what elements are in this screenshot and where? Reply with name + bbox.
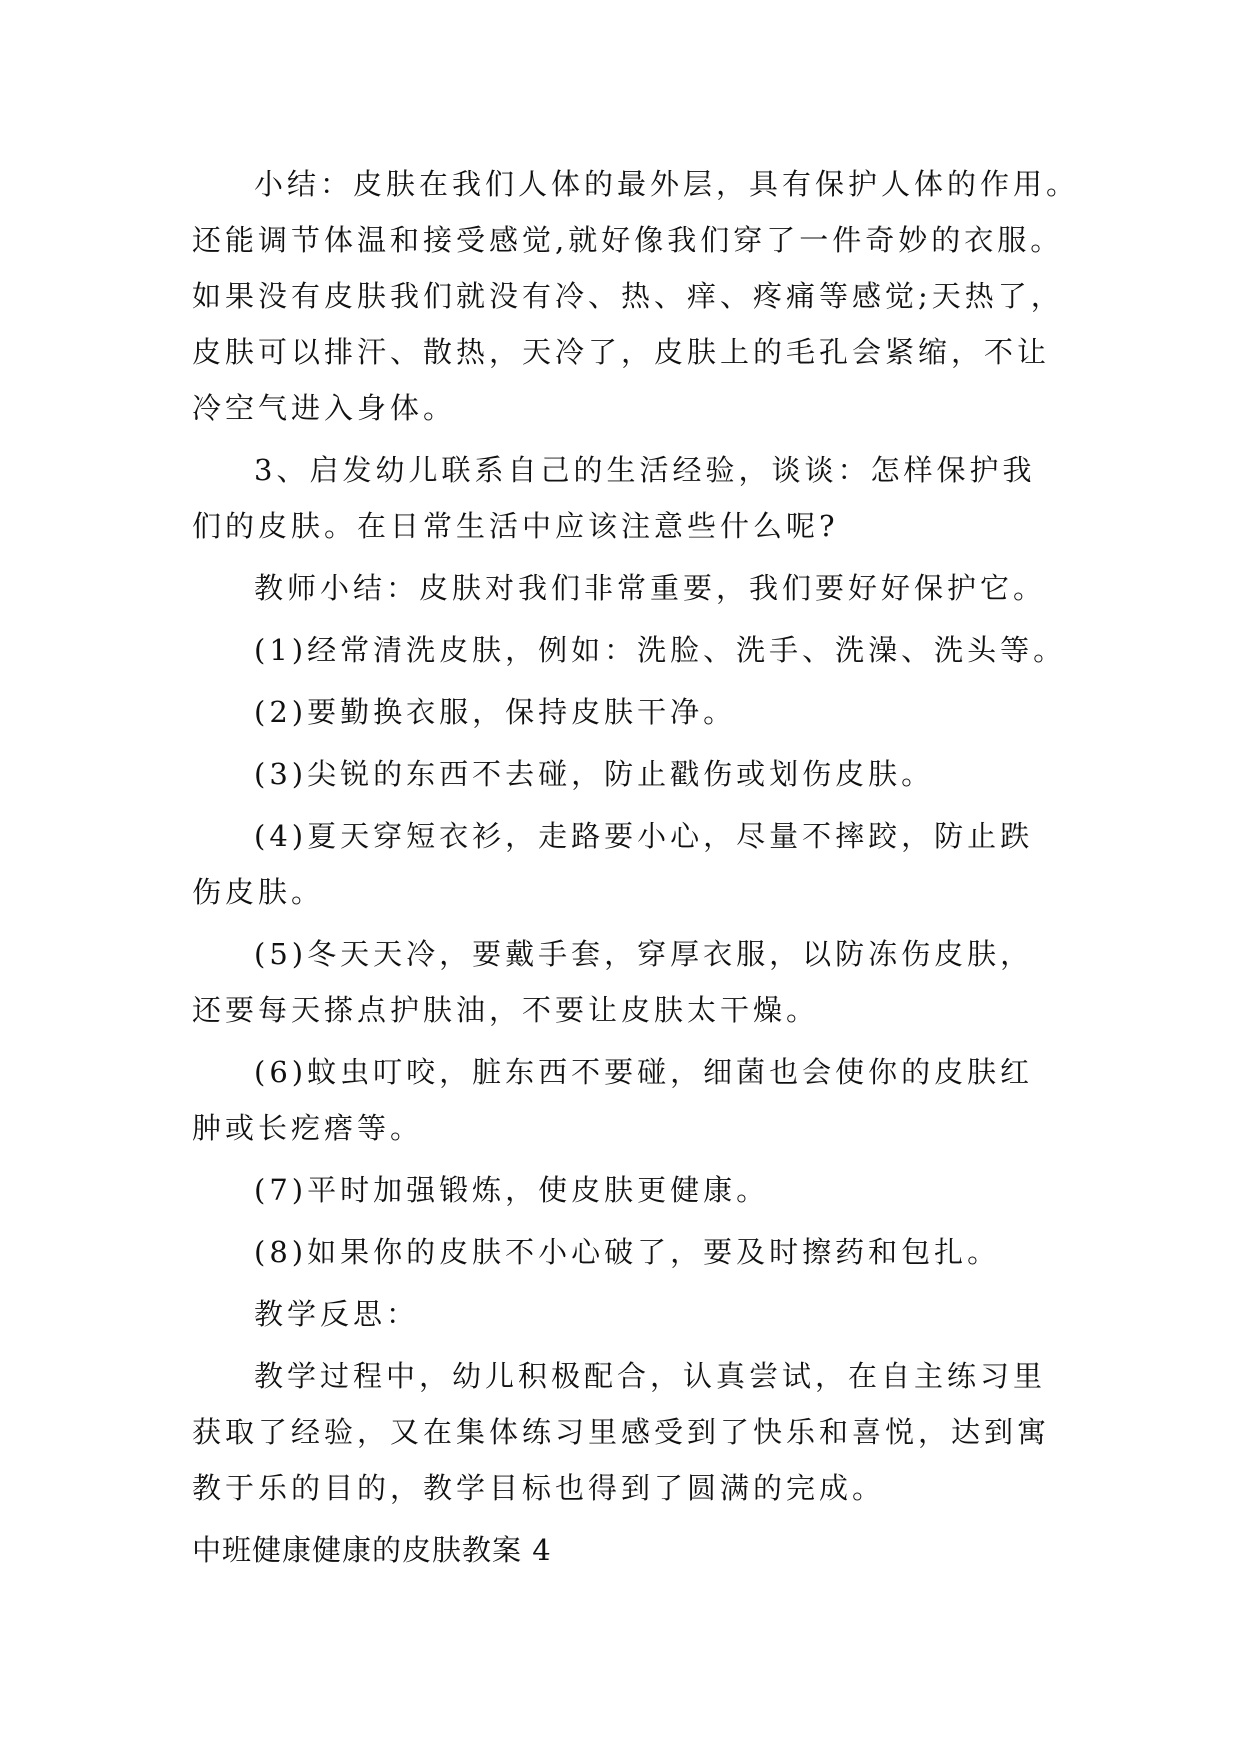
text-line: (2)要勤换衣服，保持皮肤干净。 (254, 695, 737, 729)
list-item (192, 1162, 1092, 1218)
text-line: 皮肤可以排汗、散热，天冷了，皮肤上的毛孔会紧缩，不让 (192, 335, 1051, 369)
text-line: 3、启发幼儿联系自己的生活经验，谈谈：怎样保护我 (254, 453, 1036, 487)
text-line: (1)经常清洗皮肤，例如：洗脸、洗手、洗澡、洗头等。 (254, 633, 1067, 667)
text-line: 如果没有皮肤我们就没有冷、热、痒、疼痛等感觉;天热了， (192, 279, 1064, 313)
text-line: (7)平时加强锻炼，使皮肤更健康。 (254, 1173, 770, 1207)
text-line: 教学反思： (254, 1297, 420, 1331)
text-line: (5)冬天天冷，要戴手套，穿厚衣服，以防冻伤皮肤， (254, 937, 1034, 971)
text-line: 获取了经验，又在集体练习里感受到了快乐和喜悦，达到寓 (192, 1415, 1051, 1449)
paragraph-teacher-summary (192, 560, 1092, 616)
text-line: 教学过程中，幼儿积极配合，认真尝试，在自主练习里 (254, 1359, 1047, 1393)
text-line: (8)如果你的皮肤不小心破了，要及时擦药和包扎。 (254, 1235, 1001, 1269)
text-line: (4)夏天穿短衣衫，走路要小心，尽量不摔跤，防止跌 (254, 819, 1034, 853)
text-line: 伤皮肤。 (192, 875, 325, 909)
paragraph-reflection (192, 1348, 1092, 1516)
list-item (192, 808, 1092, 920)
list-item (192, 622, 1092, 678)
text-line: (6)蚊虫叮咬，脏东西不要碰，细菌也会使你的皮肤红 (254, 1055, 1034, 1089)
text-line: 教师小结：皮肤对我们非常重要，我们要好好保护它。 (254, 571, 1047, 605)
text-line: 还要每天搽点护肤油，不要让皮肤太干燥。 (192, 993, 820, 1027)
text-line: 教于乐的目的，教学目标也得到了圆满的完成。 (192, 1471, 886, 1505)
text-line: 冷空气进入身体。 (192, 391, 457, 425)
list-item (192, 1044, 1092, 1156)
text-line: 们的皮肤。在日常生活中应该注意些什么呢? (192, 509, 839, 543)
list-item (192, 1224, 1092, 1280)
paragraph-reflection-label (192, 1286, 1092, 1342)
text-line: 肿或长疙瘩等。 (192, 1111, 424, 1145)
list-item (192, 746, 1092, 802)
paragraph-summary (192, 156, 1092, 436)
document-body (192, 156, 1092, 1578)
section-heading: 中班健康健康的皮肤教案 4 (192, 1533, 552, 1567)
list-item (192, 684, 1092, 740)
paragraph-step-3 (192, 442, 1092, 554)
text-line: 还能调节体温和接受感觉,就好像我们穿了一件奇妙的衣服。 (192, 223, 1064, 257)
text-line: (3)尖锐的东西不去碰，防止戳伤或划伤皮肤。 (254, 757, 935, 791)
list-item (192, 926, 1092, 1038)
text-line: 小结：皮肤在我们人体的最外层，具有保护人体的作用。 (254, 167, 1080, 201)
